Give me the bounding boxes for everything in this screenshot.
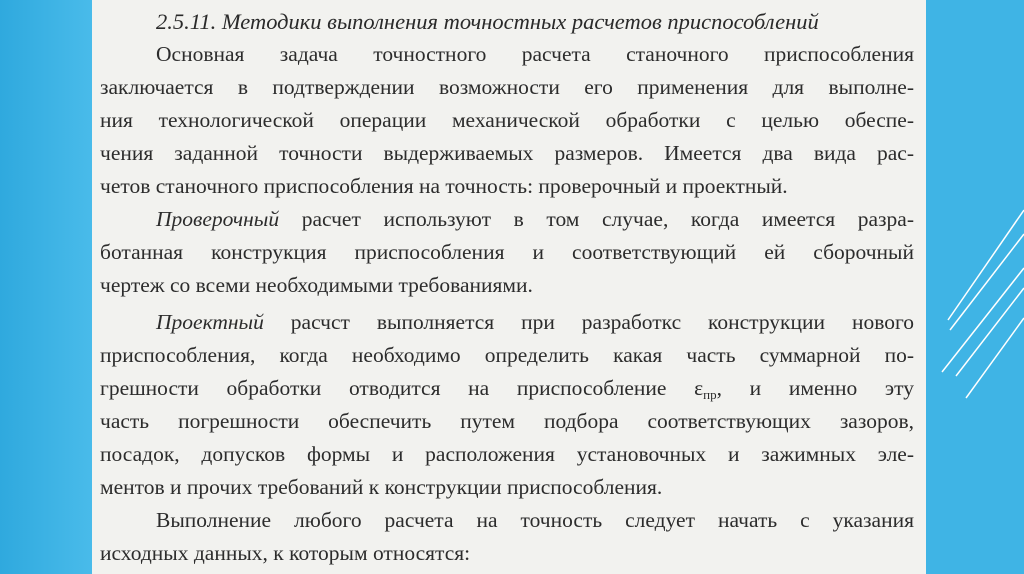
epsilon-subscript: пр	[703, 387, 717, 402]
stripe-line-3	[942, 268, 1024, 372]
paragraph-1-line-2: заключается в подтверждении возможности его применения для выполне-	[100, 75, 914, 99]
paragraph-4-line-1: Выполнение любого расчета на точность следует начать с указания	[156, 508, 914, 532]
paragraph-1-line-3: ния технологической операции механической обработки с целью обеспе-	[100, 108, 914, 132]
term-design: Проектный	[156, 310, 264, 334]
paragraph-3-line-3-end: , и именно эту	[716, 376, 915, 400]
section-heading: 2.5.11. Методики выполнения точностных расчетов приспособлений	[156, 9, 819, 34]
epsilon-symbol: ε	[694, 376, 704, 400]
paragraph-2-line-1	[156, 207, 914, 232]
paragraph-1-line-5: четов станочного приспособления на точность: проверочный и проектный.	[100, 174, 788, 198]
paragraph-2-line-3: чертеж со всеми необходимыми требованиями.	[100, 273, 533, 297]
paragraph-3-line-1	[156, 310, 914, 335]
paragraph-3-line-5: посадок, допусков формы и расположения установочных и зажимных эле-	[100, 442, 914, 466]
paragraph-2-line-2: ботанная конструкция приспособления и соответствующий ей сборочный	[100, 240, 914, 264]
paragraph-3-line-1-rest: расчст выполняется при разработкс конструкции нового	[263, 310, 914, 334]
paragraph-1-line-4: чения заданной точности выдерживаемых размеров. Имеется два вида рас-	[100, 141, 914, 165]
paragraph-3-line-3	[100, 376, 914, 403]
term-verification: Проверочный	[156, 207, 280, 231]
paragraph-2-line-1-rest: расчет используют в том случае, когда имеется разра-	[279, 207, 914, 231]
paragraph-3-line-2: приспособления, когда необходимо определить какая часть суммарной по-	[100, 343, 914, 367]
document-page	[92, 0, 926, 574]
paragraph-3-line-4: часть погрешности обеспечить путем подбора соответствующих зазоров,	[100, 409, 914, 433]
paragraph-4-line-2: исходных данных, к которым относятся:	[100, 541, 471, 565]
left-background-band	[0, 0, 92, 574]
paragraph-3-line-6: ментов и прочих требований к конструкции приспособления.	[100, 475, 663, 499]
paragraph-3-line-3-start: грешности обработки отводится на приспособление	[100, 376, 695, 400]
decorative-stripes	[920, 0, 1024, 574]
paragraph-1-line-1: Основная задача точностного расчета станочного приспособления	[156, 42, 914, 66]
